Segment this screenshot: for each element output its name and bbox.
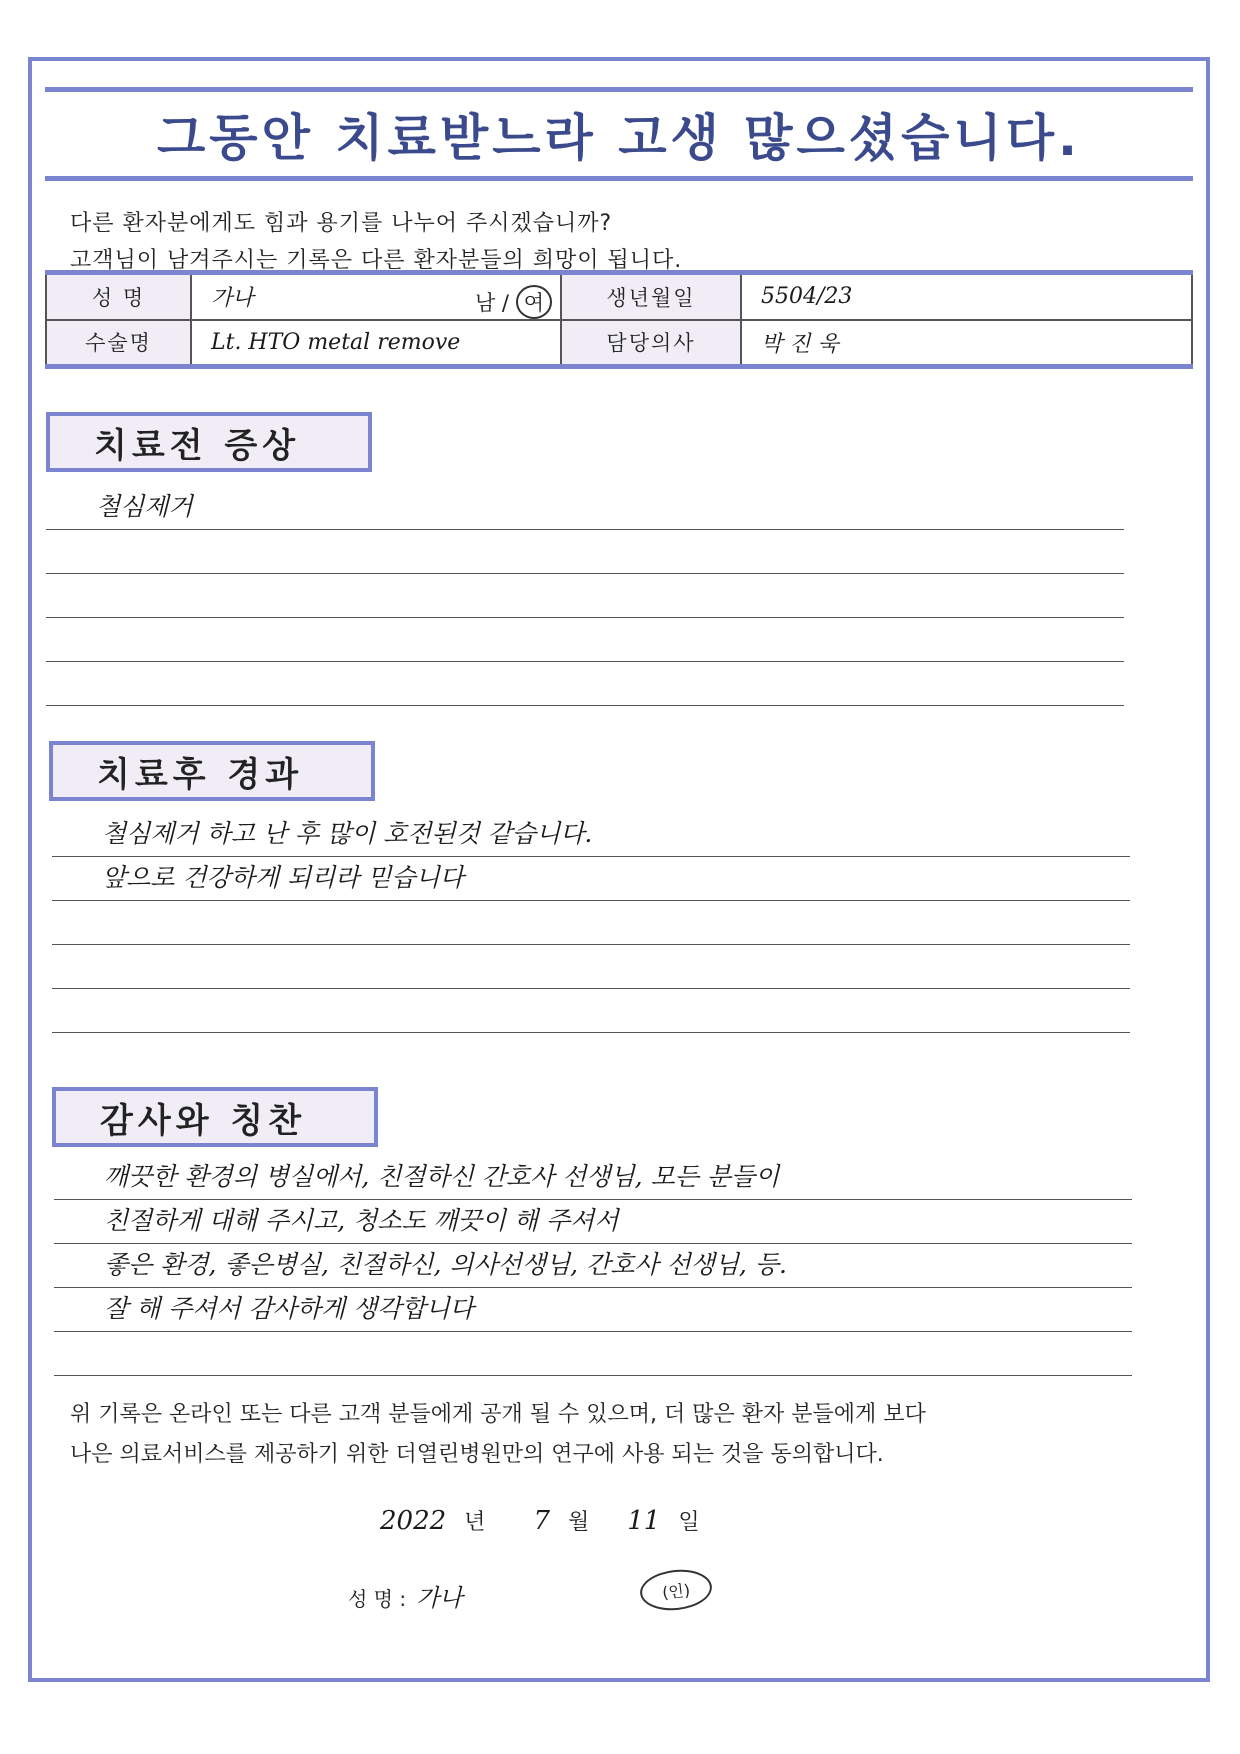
before-line xyxy=(46,662,1124,706)
doctor-value: 박 진 욱 xyxy=(761,331,839,357)
name-value: 가나 xyxy=(211,286,254,312)
date-row xyxy=(380,1505,700,1536)
intro-text xyxy=(70,205,682,279)
name-label: 성 명 xyxy=(46,273,191,320)
thanks-line xyxy=(54,1332,1132,1376)
before-heading: 치료전 증상 xyxy=(46,412,372,472)
page-title: 그동안 치료받느라 고생 많으셨습니다. xyxy=(156,109,1081,167)
before-line xyxy=(46,618,1124,662)
thanks-heading: 감사와 칭찬 xyxy=(52,1087,378,1147)
birth-label: 생년월일 xyxy=(561,273,741,320)
date-day: 11 xyxy=(627,1506,661,1536)
before-line xyxy=(46,486,1124,530)
thanks-line xyxy=(54,1156,1132,1200)
gender-male-label: 남 / xyxy=(474,291,510,315)
after-line xyxy=(52,857,1130,901)
signature-label: 성 명 : xyxy=(348,1587,407,1611)
thanks-line xyxy=(54,1200,1132,1244)
consent-line: 위 기록은 온라인 또는 다른 고객 분들에게 공개 될 수 있으며, 더 많은 환자 분들에게 보다 xyxy=(70,1402,926,1427)
after-line xyxy=(52,945,1130,989)
doctor-label: 담당의사 xyxy=(561,320,741,367)
name-field xyxy=(191,273,561,320)
thanks-line xyxy=(54,1288,1132,1332)
thanks-line-text: 잘 해 주셔서 감사하게 생각합니다 xyxy=(104,1294,474,1323)
after-line-text: 철심제거 하고 난 후 많이 호전된것 같습니다. xyxy=(102,819,593,848)
signature-name: 가나 xyxy=(416,1584,463,1612)
thanks-line-text: 깨끗한 환경의 병실에서, 친절하신 간호사 선생님, 모든 분들이 xyxy=(104,1162,780,1191)
after-heading: 치료후 경과 xyxy=(49,741,375,801)
after-line xyxy=(52,989,1130,1033)
before-line xyxy=(46,530,1124,574)
gender-female-circled: 여 xyxy=(516,285,552,319)
thanks-line-text: 친절하게 대해 주시고, 청소도 깨끗이 해 주셔서 xyxy=(104,1206,619,1235)
patient-info-table xyxy=(45,270,1193,369)
intro-line: 고객님이 남겨주시는 기록은 다른 환자분들의 희망이 됩니다. xyxy=(70,248,683,273)
birth-value: 5504/23 xyxy=(761,284,853,310)
after-lines xyxy=(52,813,1130,1033)
title-banner xyxy=(45,87,1193,181)
before-line-text: 철심제거 xyxy=(96,492,193,521)
consent-text xyxy=(70,1395,926,1475)
thanks-line-text: 좋은 환경, 좋은병실, 친절하신, 의사선생님, 간호사 선생님, 등. xyxy=(104,1250,787,1279)
after-line xyxy=(52,813,1130,857)
before-lines xyxy=(46,486,1124,706)
seal-text: (인) xyxy=(661,1580,691,1602)
thanks-line xyxy=(54,1244,1132,1288)
surgery-field xyxy=(191,320,561,367)
date-year: 2022 xyxy=(380,1506,447,1536)
surgery-value: Lt. HTO metal remove xyxy=(211,329,461,355)
consent-line: 나은 의료서비스를 제공하기 위한 더열린병원만의 연구에 사용 되는 것을 동의합니다. xyxy=(70,1442,884,1467)
after-line-text: 앞으로 건강하게 되리라 믿습니다 xyxy=(102,863,464,892)
doctor-field xyxy=(741,320,1192,367)
date-day-label: 일 xyxy=(678,1510,700,1535)
date-month: 7 xyxy=(533,1506,550,1536)
thanks-lines xyxy=(54,1156,1132,1376)
intro-line: 다른 환자분에게도 힘과 용기를 나누어 주시겠습니까? xyxy=(70,211,613,236)
before-line xyxy=(46,574,1124,618)
surgery-label: 수술명 xyxy=(46,320,191,367)
birth-field xyxy=(741,273,1192,320)
date-month-label: 월 xyxy=(567,1510,590,1535)
gender-field xyxy=(475,285,552,319)
signature-row xyxy=(348,1578,462,1613)
after-line xyxy=(52,901,1130,945)
date-year-label: 년 xyxy=(464,1510,486,1535)
